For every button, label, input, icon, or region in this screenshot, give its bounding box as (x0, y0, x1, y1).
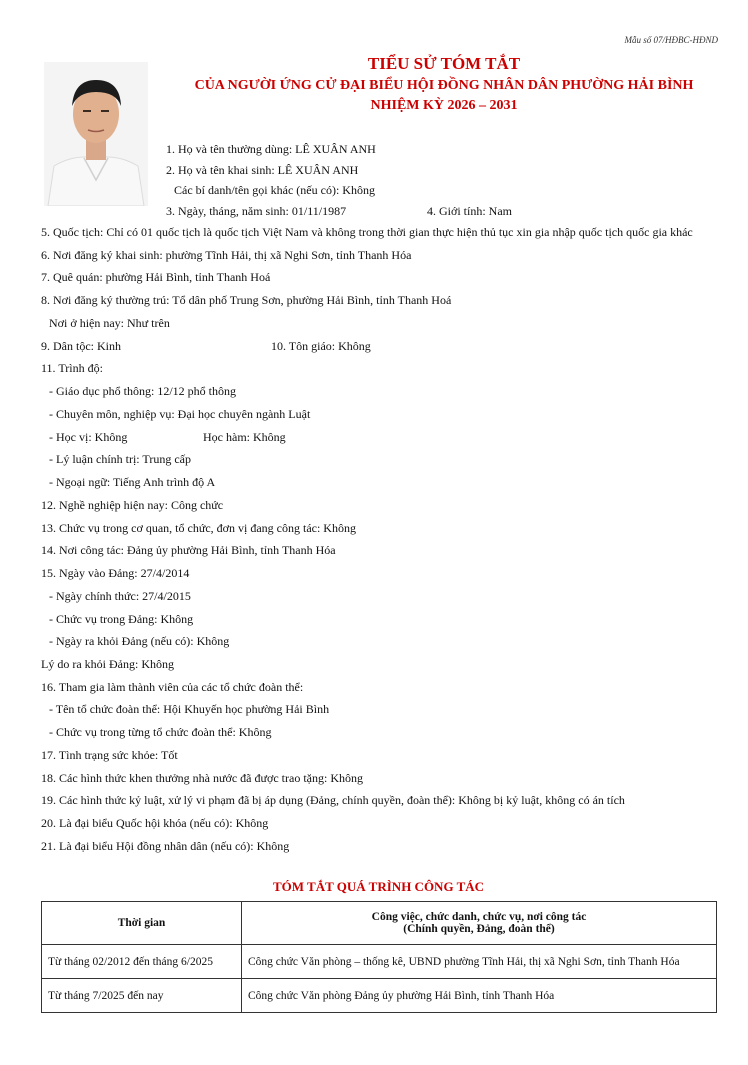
column-header-job-line1: Công việc, chức danh, chức vụ, nơi công tác (371, 911, 587, 923)
field-people-council: 21. Là đại biểu Hội đồng nhân dân (nếu có): Không (41, 839, 290, 853)
field-hometown: 7. Quê quán: phường Hải Bình, tỉnh Thanh Hoá (41, 270, 271, 284)
field-education-heading: 11. Trình độ: (41, 361, 103, 375)
column-header-job-line2: (Chính quyền, Đảng, đoàn thể) (403, 923, 555, 935)
field-party-leave-date: - Ngày ra khỏi Đảng (nếu có): Không (49, 634, 230, 648)
field-birth-date: 3. Ngày, tháng, năm sinh: 01/11/1987 (166, 204, 347, 218)
field-occupation: 12. Nghề nghiệp hiện nay: Công chức (41, 498, 224, 512)
field-national-assembly: 20. Là đại biểu Quốc hội khóa (nếu có): Không (41, 816, 269, 830)
cell-time: Từ tháng 7/2025 đến nay (42, 979, 242, 1013)
column-header-job (242, 902, 717, 945)
document-header (160, 52, 728, 116)
field-workplace: 14. Nơi công tác: Đảng ủy phường Hải Bình, tỉnh Thanh Hóa (41, 543, 336, 557)
column-header-time: Thời gian (42, 902, 242, 945)
field-organization-position: - Chức vụ trong từng tổ chức đoàn thể: Không (49, 725, 272, 739)
field-current-residence: Nơi ở hiện nay: Như trên (49, 316, 170, 330)
table-header-row (42, 902, 717, 945)
portrait-photo (44, 62, 148, 206)
work-history-title: TÓM TẮT QUÁ TRÌNH CÔNG TÁC (272, 879, 485, 894)
field-degree: - Học vị: Không (49, 430, 128, 444)
field-common-name: 1. Họ và tên thường dùng: LÊ XUÂN ANH (166, 142, 376, 156)
field-nationality: 5. Quốc tịch: Chỉ có 01 quốc tịch là quốc tịch Việt Nam và không trong thời gian thực hiện thủ tục xin gia nhập quốc tịch quốc gia khác (41, 225, 693, 239)
field-foreign-language: - Ngoại ngữ: Tiếng Anh trình độ A (49, 475, 216, 489)
field-party-join-date: 15. Ngày vào Đảng: 27/4/2014 (41, 566, 190, 580)
field-organization-name: - Tên tổ chức đoàn thể: Hội Khuyến học phường Hải Bình (49, 702, 330, 716)
field-gender: 4. Giới tính: Nam (427, 204, 513, 218)
field-academic-title: Học hàm: Không (203, 430, 286, 444)
field-religion: 10. Tôn giáo: Không (271, 339, 371, 353)
field-permanent-residence: 8. Nơi đăng ký thường trú: Tổ dân phố Trung Sơn, phường Hải Bình, tỉnh Thanh Hoá (41, 293, 452, 307)
form-number: Mẫu số 07/HĐBC-HĐND (624, 35, 718, 45)
field-party-leave-reason: Lý do ra khỏi Đảng: Không (41, 657, 174, 671)
field-organizations-heading: 16. Tham gia làm thành viên của các tổ chức đoàn thể: (41, 680, 304, 694)
field-party-official-date: - Ngày chính thức: 27/4/2015 (49, 589, 191, 603)
cell-job: Công chức Văn phòng – thống kê, UBND phường Tĩnh Hải, thị xã Nghi Sơn, tỉnh Thanh Hóa (242, 945, 717, 979)
field-specialty: - Chuyên môn, nghiệp vụ: Đại học chuyên ngành Luật (49, 407, 311, 421)
document-title: TIỂU SỬ TÓM TẮT (367, 54, 521, 73)
document-subtitle: CỦA NGƯỜI ỨNG CỬ ĐẠI BIỂU HỘI ĐỒNG NHÂN DÂN PHƯỜNG HẢI BÌNH (194, 78, 694, 93)
field-awards: 18. Các hình thức khen thưởng nhà nước đã được trao tặng: Không (41, 771, 363, 785)
field-political-theory: - Lý luận chính trị: Trung cấp (49, 452, 191, 466)
field-ethnicity: 9. Dân tộc: Kinh (41, 339, 121, 353)
table-row (42, 979, 717, 1013)
cell-job: Công chức Văn phòng Đảng ủy phường Hải Bình, tỉnh Thanh Hóa (242, 979, 717, 1013)
field-party-position: - Chức vụ trong Đảng: Không (49, 612, 194, 626)
field-alias: Các bí danh/tên gọi khác (nếu có): Không (174, 183, 375, 197)
table-row (42, 945, 717, 979)
field-general-education: - Giáo dục phổ thông: 12/12 phổ thông (49, 384, 236, 398)
field-birth-registration: 6. Nơi đăng ký khai sinh: phường Tĩnh Hải, thị xã Nghi Sơn, tỉnh Thanh Hóa (41, 248, 412, 262)
field-birth-name: 2. Họ và tên khai sinh: LÊ XUÂN ANH (166, 163, 359, 177)
field-health: 17. Tình trạng sức khỏe: Tốt (41, 748, 178, 762)
term-label: NHIỆM KỲ 2026 – 2031 (370, 98, 518, 113)
cell-time: Từ tháng 02/2012 đến tháng 6/2025 (42, 945, 242, 979)
work-history-table (41, 901, 717, 1013)
field-position: 13. Chức vụ trong cơ quan, tổ chức, đơn vị đang công tác: Không (41, 521, 356, 535)
field-discipline: 19. Các hình thức kỷ luật, xử lý vi phạm đã bị áp dụng (Đảng, chính quyền, đoàn thể): Không bị kỷ luật, không có án tích (41, 793, 625, 807)
